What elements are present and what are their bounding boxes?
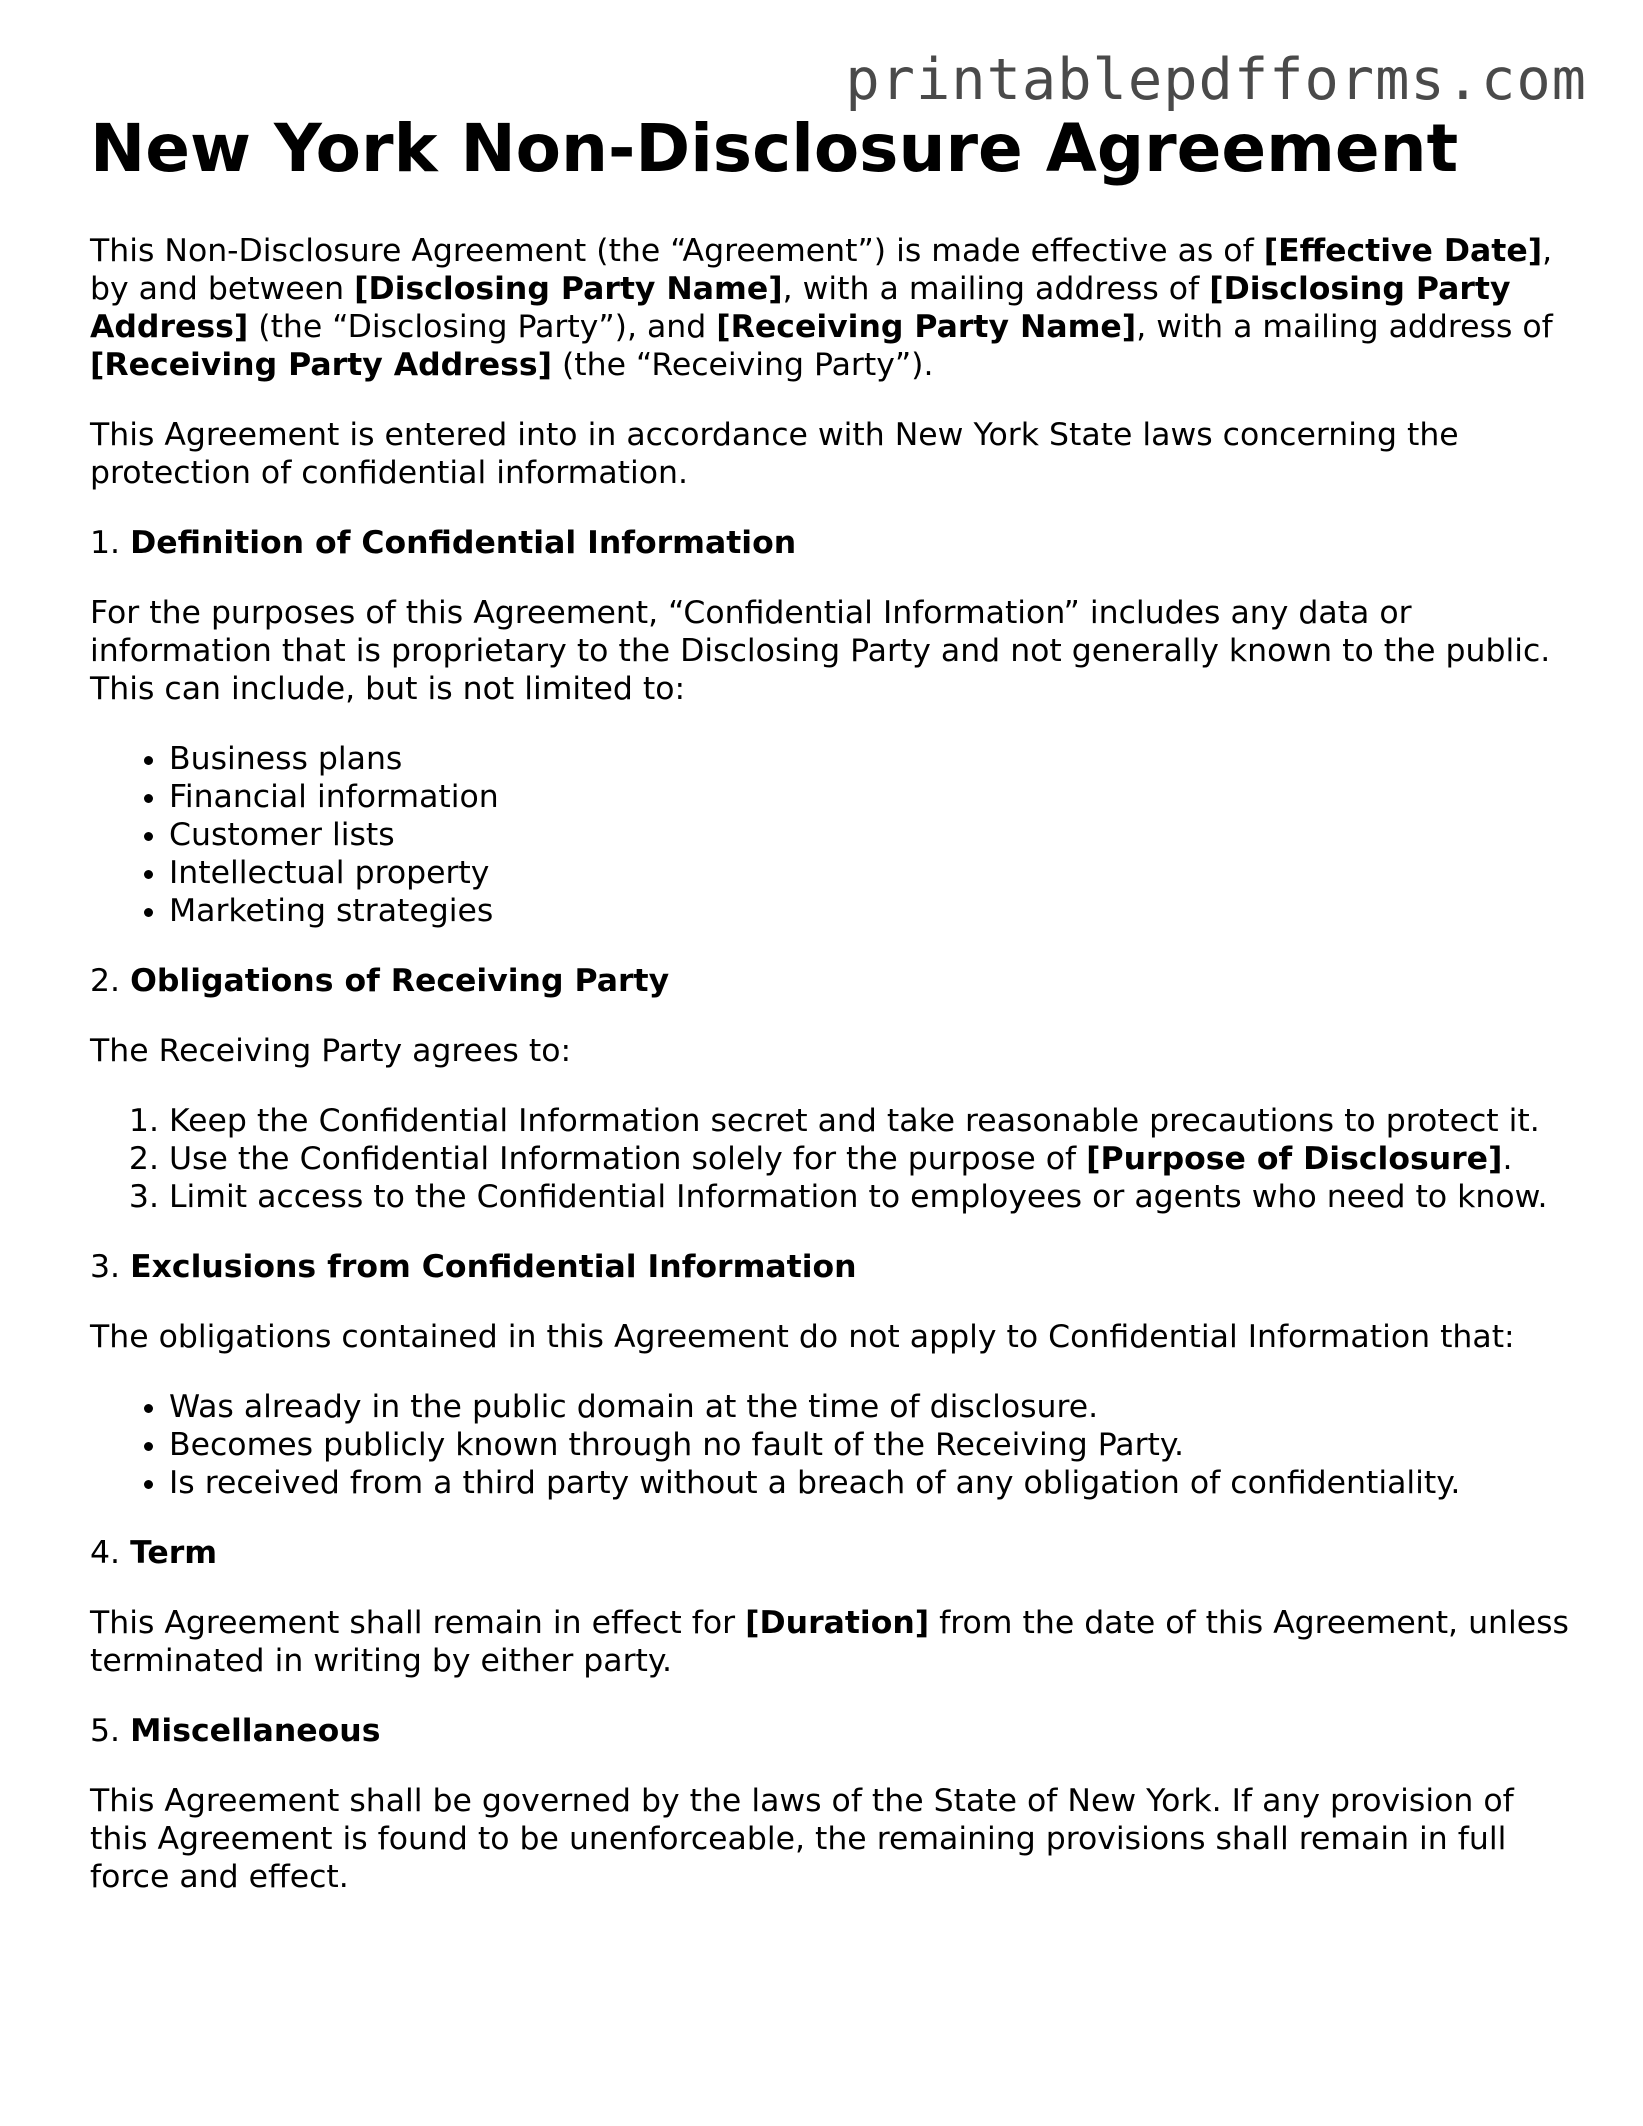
term-text: from the date of this Agreement, unless terminated in writing by either party. <box>90 1605 1569 1679</box>
list-item: • Becomes publicly known through no fault of the Receiving Party. <box>169 1426 1570 1464</box>
list-item-text: . <box>1502 1141 1513 1177</box>
list-item: • Marketing strategies <box>169 892 1570 930</box>
list-item: 1. Keep the Confidential Information secret and take reasonable precautions to protect it. <box>169 1102 1570 1140</box>
term-text: This Agreement shall remain in effect for <box>90 1605 746 1641</box>
disclosing-party-name-placeholder: [Disclosing Party Name] <box>354 271 783 307</box>
section-number: 2. <box>90 963 131 999</box>
list-item-text: Use the Confidential Information solely for the purpose of <box>169 1141 1087 1177</box>
intro-text: , with a mailing address of <box>782 271 1210 307</box>
receiving-party-address-placeholder: [Receiving Party Address] <box>90 347 552 383</box>
agreement-body <box>90 232 1570 1928</box>
intro-text: , with a mailing address of <box>1136 309 1553 345</box>
disclosing-party-address-placeholder: [Disclosing Party Address] <box>90 271 1511 345</box>
intro-text: , by and between <box>90 233 1553 307</box>
effective-date-placeholder: [Effective Date] <box>1263 233 1543 269</box>
section-1-text: For the purposes of this Agreement, “Confidential Information” includes any data or information that is proprietary to the Disclosing Party and not generally known to the public. This can include, but is not limited to: <box>90 595 1551 707</box>
section-4-text <box>90 1604 1570 1680</box>
page-title: New York Non-Disclosure Agreement <box>90 110 1459 187</box>
section-3-text: The obligations contained in this Agreement do not apply to Confidential Information that: <box>90 1319 1515 1355</box>
section-2-text: The Receiving Party agrees to: <box>90 1033 572 1069</box>
section-title: Exclusions from Confidential Information <box>130 1249 857 1285</box>
list-item: • Financial information <box>169 778 1570 816</box>
intro-paragraph <box>90 232 1570 384</box>
section-3-heading <box>90 1248 1570 1286</box>
list-item <box>169 1140 1570 1178</box>
accordance-paragraph: This Agreement is entered into in accordance with New York State laws concerning the protection of confidential information. <box>90 417 1459 491</box>
section-4-heading <box>90 1534 1570 1572</box>
section-title: Obligations of Receiving Party <box>130 963 670 999</box>
list-item: 3. Limit access to the Confidential Information to employees or agents who need to know. <box>169 1178 1570 1216</box>
purpose-placeholder: [Purpose of Disclosure] <box>1086 1141 1503 1177</box>
section-number: 4. <box>90 1535 131 1571</box>
intro-text: (the “Disclosing Party”), and <box>248 309 717 345</box>
section-5-heading <box>90 1712 1570 1750</box>
list-item: • Intellectual property <box>169 854 1570 892</box>
section-5-text: This Agreement shall be governed by the laws of the State of New York. If any provision of this Agreement is found to be unenforceable, the remaining provisions shall remain in full force and effect. <box>90 1783 1514 1895</box>
exclusions-list <box>90 1388 1570 1502</box>
section-number: 1. <box>90 525 131 561</box>
watermark: printablepdfforms.com <box>845 47 1587 113</box>
intro-text: (the “Receiving Party”). <box>551 347 934 383</box>
intro-text: This Non-Disclosure Agreement (the “Agreement”) is made effective as of <box>90 233 1264 269</box>
section-title: Miscellaneous <box>130 1713 381 1749</box>
section-2-heading <box>90 962 1570 1000</box>
section-1-heading <box>90 524 1570 562</box>
receiving-party-name-placeholder: [Receiving Party Name] <box>716 309 1137 345</box>
section-title: Term <box>130 1535 218 1571</box>
list-item: • Business plans <box>169 740 1570 778</box>
section-number: 5. <box>90 1713 131 1749</box>
section-title: Definition of Confidential Information <box>130 525 797 561</box>
list-item: • Is received from a third party without a breach of any obligation of confidentiality. <box>169 1464 1570 1502</box>
list-item: • Was already in the public domain at the time of disclosure. <box>169 1388 1570 1426</box>
duration-placeholder: [Duration] <box>745 1605 930 1641</box>
section-number: 3. <box>90 1249 131 1285</box>
confidential-info-list <box>90 740 1570 930</box>
list-item: • Customer lists <box>169 816 1570 854</box>
obligations-list <box>90 1102 1570 1216</box>
